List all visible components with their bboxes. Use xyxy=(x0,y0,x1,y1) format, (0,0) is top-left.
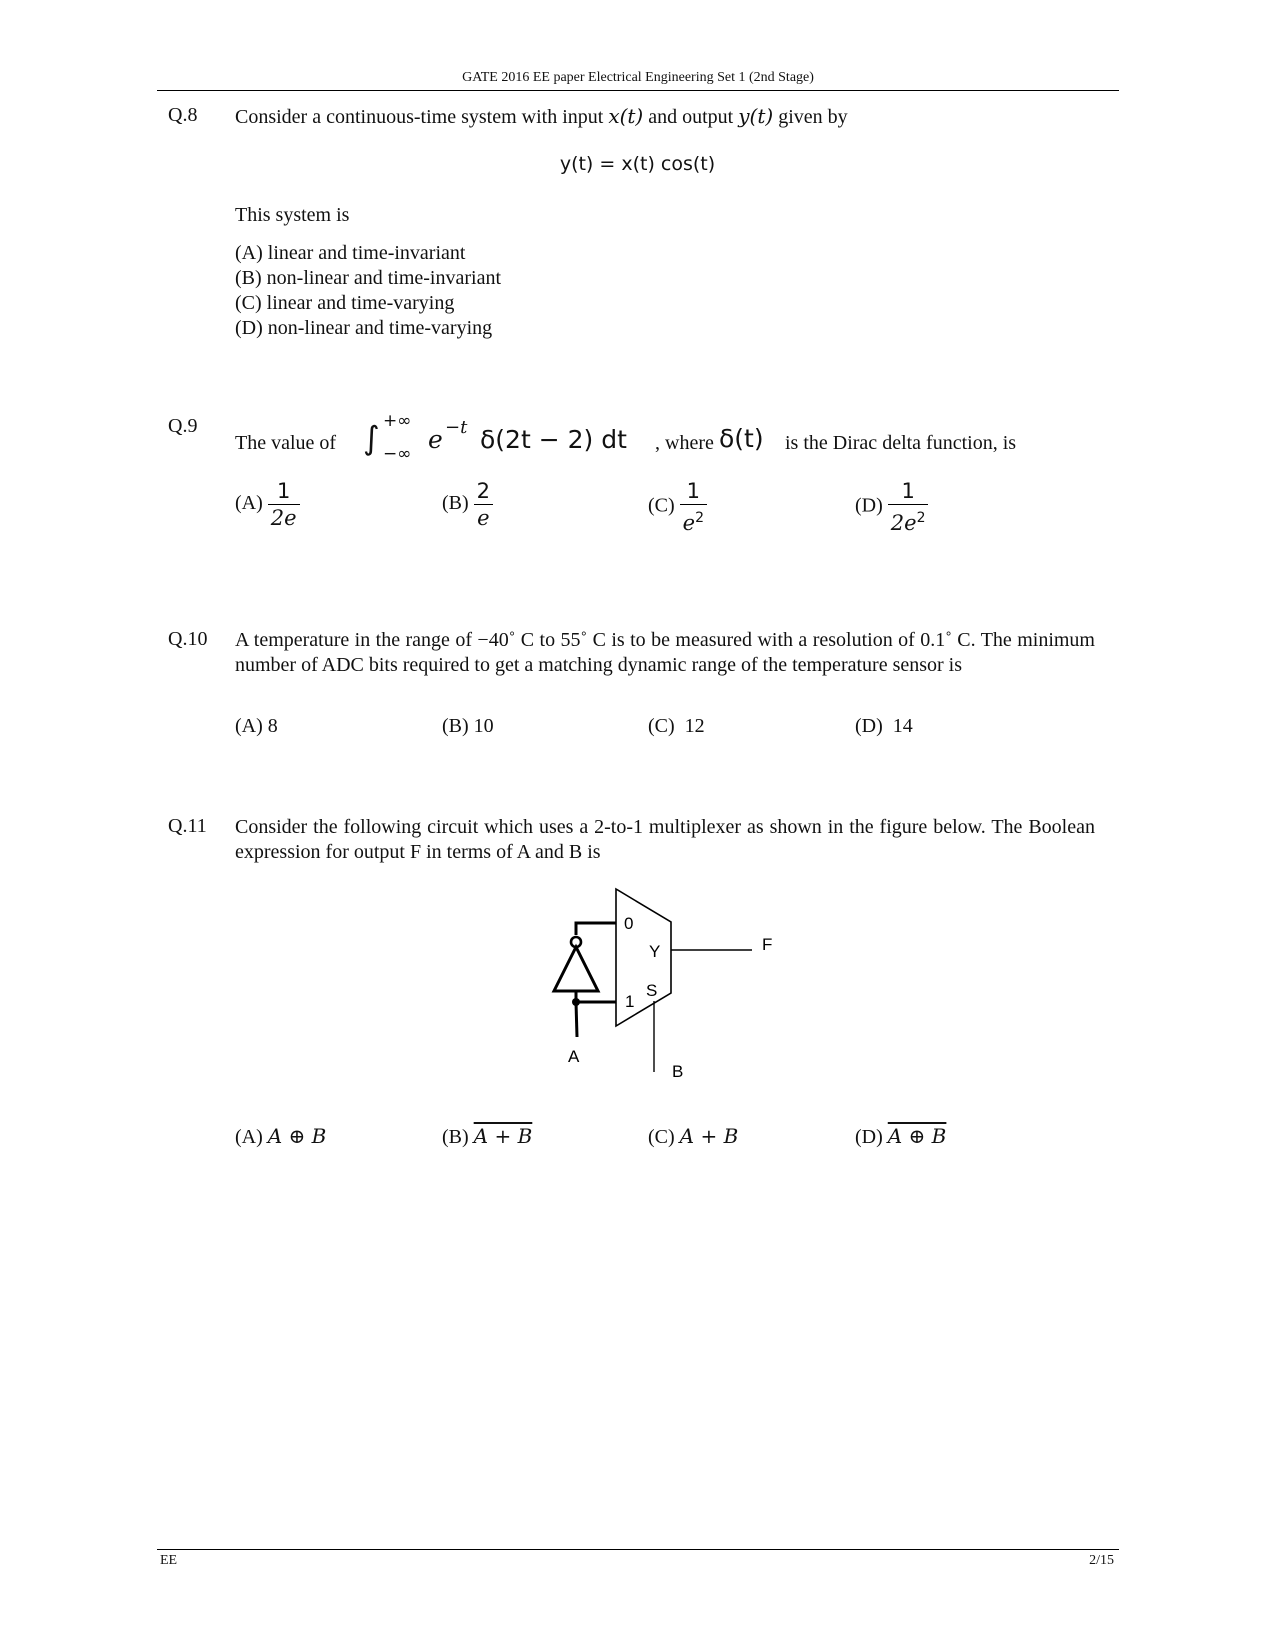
question-number: Q.10 xyxy=(168,628,208,650)
option-list xyxy=(235,241,501,341)
option-a: (A) A ⊕ B xyxy=(235,1124,327,1148)
inverter-gate xyxy=(554,947,598,991)
option-c: (C) 12 xyxy=(648,715,705,737)
math-delta-t: δ(t) xyxy=(719,424,764,453)
option-c: (C) $\frac{1}{e^2}$ xyxy=(648,478,707,536)
math-y-t: y(t) xyxy=(738,104,774,128)
option-b: (B) 10 xyxy=(442,715,494,737)
option-b: (B) $\frac{2}{e}$ xyxy=(442,478,493,531)
option-c: (C) A + B xyxy=(648,1124,739,1148)
stem-text: The value of xyxy=(235,432,337,454)
option-expression: A ⊕ B xyxy=(887,1124,947,1148)
question-stem: A temperature in the range of −40˚ C to 55˚ C is to be measured with a resolution of 0.1˚ C. The minimum number of ADC bits required to get a matching dynamic range of the temperature sensor is xyxy=(235,629,1095,676)
mux-circuit-diagram xyxy=(530,880,790,1095)
math-e: e xyxy=(428,425,443,454)
option-b: (B) non-linear and time-invariant xyxy=(235,267,502,289)
integral-lower: −∞ xyxy=(383,444,412,464)
option-b: (B) A + B xyxy=(442,1124,533,1148)
option-expression: A + B xyxy=(473,1124,533,1148)
stem-text: Consider a continuous-time system with input xyxy=(235,106,604,128)
mux-output-label: Y xyxy=(649,942,661,961)
input-a-label: A xyxy=(568,1047,580,1066)
stem-text: , where xyxy=(655,432,714,454)
question-prompt: This system is xyxy=(235,204,350,226)
input-b-label: B xyxy=(672,1062,684,1081)
math-exponent: −t xyxy=(445,417,468,438)
option-a: (A) $\frac{1}{2e}$ xyxy=(235,478,300,531)
page-number: 2/15 xyxy=(1089,1553,1114,1568)
option-d: (D) non-linear and time-varying xyxy=(235,317,493,339)
integral-sign: ∫ xyxy=(363,419,380,457)
question-number: Q.11 xyxy=(168,815,207,837)
question-stem: Consider the following circuit which uses a 2-to-1 multiplexer as shown in the figure below. The Boolean expression for output F in terms of A and B is xyxy=(235,816,1095,863)
stem-text: is the Dirac delta function, is xyxy=(785,432,1017,454)
output-f-label: F xyxy=(762,935,773,954)
input0-wire xyxy=(576,923,616,935)
question-stem xyxy=(235,411,1115,465)
footer-subject: EE xyxy=(160,1553,178,1568)
option-d: (D) A ⊕ B xyxy=(855,1124,947,1148)
option-a: (A) linear and time-invariant xyxy=(235,242,466,264)
mux-select-label: S xyxy=(646,981,658,1000)
stem-text: and output xyxy=(648,106,734,128)
integral-upper: +∞ xyxy=(383,411,412,431)
option-d: (D) $\frac{1}{2e^2}$ xyxy=(855,478,928,536)
option-a: (A) 8 xyxy=(235,715,278,737)
page-header: GATE 2016 EE paper Electrical Engineering Set 1 (2nd Stage) xyxy=(462,70,814,85)
option-c: (C) linear and time-varying xyxy=(235,292,455,314)
math-delta-expr: δ(2t − 2) dt xyxy=(480,425,627,454)
option-expression: A ⊕ B xyxy=(267,1124,327,1148)
option-expression: A + B xyxy=(679,1124,739,1148)
question-number: Q.8 xyxy=(168,104,198,126)
header-rule xyxy=(157,90,1119,91)
a-input-wire xyxy=(576,1002,577,1037)
footer-rule xyxy=(157,1549,1119,1550)
math-x-t: x(t) xyxy=(608,104,644,128)
question-number: Q.9 xyxy=(168,415,198,437)
question-stem xyxy=(235,104,1095,130)
mux-input1-label: 1 xyxy=(625,992,635,1011)
stem-text: given by xyxy=(778,106,848,128)
option-d: (D) 14 xyxy=(855,715,913,737)
equation: y(t) = x(t) cos(t) xyxy=(559,153,716,175)
mux-input0-label: 0 xyxy=(624,914,634,933)
